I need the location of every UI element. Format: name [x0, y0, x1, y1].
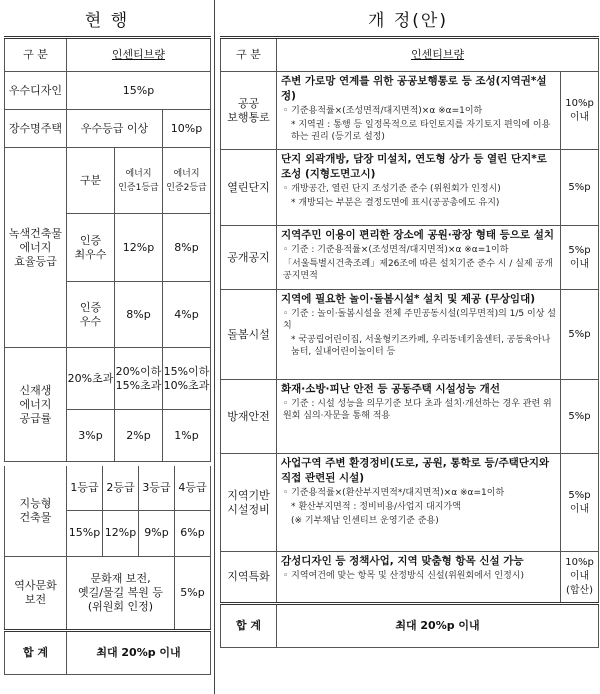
left-total-label: 합 계 [5, 630, 67, 674]
revised-row-note: * 국공립어린이집, 서울형키즈카페, 우리동네키움센터, 공동육아나눔터, 실내어린이놀이터 등 [291, 335, 551, 357]
longevity-value: 10%p [163, 110, 211, 148]
smart-head-1: 2등급 [103, 466, 139, 510]
revised-row-title: 화재·소방·피난 안전 등 공동주택 시설성능 개선 [281, 383, 500, 395]
renew-head-2: 15%이하 10%초과 [163, 348, 211, 410]
row-label-design: 우수디자인 [5, 72, 67, 110]
revised-row [221, 150, 599, 226]
right-total-label: 합 계 [221, 604, 277, 648]
revised-row-description [277, 380, 561, 454]
right-col-category: 구 분 [221, 38, 277, 72]
row-label-green: 녹색건축물 에너지 효율등급 [5, 148, 67, 348]
revised-row [221, 226, 599, 290]
green-r1-0: 인증 최우수 [67, 214, 115, 282]
renew-val-2: 1%p [163, 410, 211, 462]
revised-row-description [277, 150, 561, 226]
revised-row-description [277, 72, 561, 150]
revised-row-title: 지역에 필요한 놀이·돌봄시설* 설치 및 제공 (무상임대) [281, 293, 536, 305]
revised-row-value: 5%p [561, 380, 599, 454]
renew-head-1: 20%이하 15%초과 [115, 348, 163, 410]
revised-row-note: ◦ 지역여건에 맞는 항목 및 산정방식 신설(위원회에서 인정시) [283, 571, 525, 581]
revised-row-note: ◦ 기준 : 놀이·돌봄시설을 전체 주민공동시설(의무면적)의 1/5 이상 설치 [283, 309, 556, 331]
revised-row-category: 열린단지 [221, 150, 277, 226]
design-value: 15%p [67, 72, 211, 110]
row-label-renewable: 신재생 에너지 공급률 [5, 348, 67, 462]
green-r2-0: 인증 우수 [67, 282, 115, 348]
revised-row-note: * 지역권 : 통행 등 일정목적으로 타인토지를 자기토지 편익에 이용하는 권리 (등기로 설정) [291, 120, 551, 142]
heritage-value: 5%p [175, 556, 211, 630]
revised-row [221, 454, 599, 552]
green-head-1: 에너지 인증1등급 [115, 148, 163, 214]
revised-row-value: 5%p 이내 [561, 226, 599, 290]
revised-row-description [277, 454, 561, 552]
revised-row-category: 공개공지 [221, 226, 277, 290]
heritage-desc: 문화재 보전, 옛길/물길 복원 등 (위원회 인정) [67, 556, 175, 630]
revised-row-category: 지역기반 시설정비 [221, 454, 277, 552]
revised-row-description [277, 552, 561, 604]
green-head-2: 에너지 인증2등급 [163, 148, 211, 214]
smart-head-2: 3등급 [139, 466, 175, 510]
green-r1-1: 12%p [115, 214, 163, 282]
column-divider [214, 0, 215, 694]
revised-row-value: 5%p [561, 150, 599, 226]
left-total-value: 최대 20%p 이내 [67, 630, 211, 674]
smart-building-table [4, 466, 211, 675]
revised-row-note: * 환산부지면적 : 정비비용/사업지 대지가액 [291, 502, 461, 512]
revised-row [221, 552, 599, 604]
revised-row-note: (※ 기부채납 인센티브 운영기준 준용) [291, 516, 439, 526]
revised-row-note: * 개방되는 부분은 결정도면에 표시(공공총에도 유지) [291, 198, 500, 208]
right-col-incentive: 인센티브량 [277, 38, 599, 72]
left-col-category: 구 분 [5, 38, 67, 72]
revised-row-note: ◦ 기준용적률×(환산부지면적*/대지면적)×α ※α=1이하 [283, 488, 505, 498]
revised-row-title: 사업구역 주변 환경정비(도로, 공원, 통학로 등/주택단지와 직접 관련된 시설) [281, 457, 550, 484]
smart-val-1: 12%p [103, 510, 139, 556]
current-table [4, 36, 211, 462]
right-total-value: 최대 20%p 이내 [277, 604, 599, 648]
revised-row-value: 5%p [561, 290, 599, 380]
revised-row-category: 돌봄시설 [221, 290, 277, 380]
revised-row-note: ◦ 개방공간, 열린 단지 조성기준 준수 (위원회가 인정시) [283, 184, 501, 194]
revised-row-note: ◦ 기준 : 시설 성능을 의무기준 보다 초과 설치·개선하는 경우 관련 위원회 심의·자문을 통해 적용 [283, 399, 552, 421]
renew-val-1: 2%p [115, 410, 163, 462]
revised-row-category: 방재안전 [221, 380, 277, 454]
current-header: 현 행 [84, 10, 130, 31]
revised-row-title: 단지 외곽개방, 담장 미설치, 연도형 상가 등 열린 단지*로 조성 (지형도면고시) [281, 153, 547, 180]
revised-row-value: 10%p 이내 (합산) [561, 552, 599, 604]
revised-row-title: 감성디자인 등 정책사업, 지역 맞춤형 항목 신설 가능 [281, 555, 524, 567]
green-head-0: 구분 [67, 148, 115, 214]
revised-row-category: 지역특화 [221, 552, 277, 604]
revised-row-value: 5%p 이내 [561, 454, 599, 552]
revised-table [220, 36, 599, 648]
green-r2-1: 8%p [115, 282, 163, 348]
revised-row-title: 지역주민 이용이 편리한 장소에 공원·광장 형태 등으로 설치 [281, 229, 555, 241]
smart-val-0: 15%p [67, 510, 103, 556]
revised-row-note: 「서울특별시건축조례」제26조에 따른 설치기준 준수 시 / 실제 공개공지면적 [283, 259, 553, 281]
row-label-smart: 지능형 건축물 [5, 466, 67, 556]
smart-head-3: 4등급 [175, 466, 211, 510]
revised-row-description [277, 290, 561, 380]
smart-val-2: 9%p [139, 510, 175, 556]
longevity-grade: 우수등급 이상 [67, 110, 163, 148]
smart-val-3: 6%p [175, 510, 211, 556]
left-col-incentive: 인센티브량 [67, 38, 211, 72]
revised-row [221, 380, 599, 454]
revised-row [221, 290, 599, 380]
revised-row [221, 72, 599, 150]
revised-row-category: 공공 보행통로 [221, 72, 277, 150]
green-r1-2: 8%p [163, 214, 211, 282]
revised-row-description [277, 226, 561, 290]
revised-row-note: ◦ 기준용적률×(조성면적/대지면적)×α ※α=1이하 [283, 106, 483, 116]
revised-header: 개 정(안) [368, 10, 448, 31]
revised-row-title: 주변 가로망 연계를 위한 공공보행통로 등 조성(지역권*설정) [281, 75, 547, 102]
renew-val-0: 3%p [67, 410, 115, 462]
green-r2-2: 4%p [163, 282, 211, 348]
row-label-heritage: 역사문화 보전 [5, 556, 67, 630]
revised-row-note: ◦ 기준 : 기준용적률×(조성면적/대지면적)×α ※α=1이하 [283, 245, 509, 255]
renew-head-0: 20%초과 [67, 348, 115, 410]
row-label-longevity: 장수명주택 [5, 110, 67, 148]
revised-row-value: 10%p 이내 [561, 72, 599, 150]
smart-head-0: 1등급 [67, 466, 103, 510]
